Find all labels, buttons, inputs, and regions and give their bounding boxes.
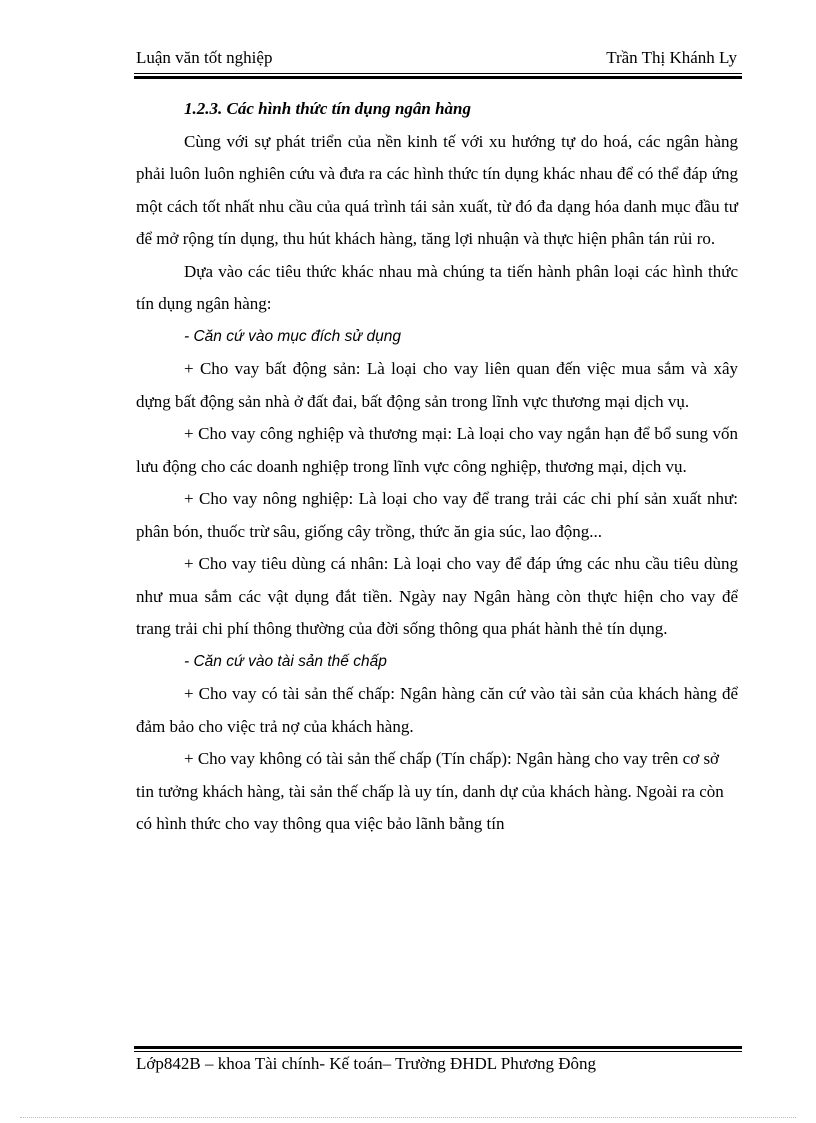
header-rule-thick: [134, 76, 742, 79]
header-thesis-label: Luận văn tốt nghiệp: [136, 48, 273, 67]
page-footer: Lớp842B – khoa Tài chính- Kế toán– Trường ĐHDL Phương Đông: [136, 1054, 596, 1073]
section-heading: 1.2.3. Các hình thức tín dụng ngân hàng: [184, 99, 472, 118]
paragraph-classification: Dựa vào các tiêu thức khác nhau mà chúng ta tiến hành phân loại các hình thức tín dụng ngân hàng:: [136, 261, 738, 313]
paragraph-intro: Cùng với sự phát triển của nền kinh tế với xu hướng tự do hoá, các ngân hàng phải luôn luôn nghiên cứu và đưa ra các hình thức tín dụng khác nhau để có thể đáp ứng một cách tốt nhất nhu cầu của quá trình tái sản xuất, từ đó đa dạng hóa danh mục đầu tư để mở rộng tín dụng, thu hút khách hàng, tăng lợi nhuận và thực hiện phân tán rủi ro.: [136, 131, 738, 248]
subheading-collateral: - Căn cứ vào tài sản thế chấp: [184, 652, 387, 670]
list-item-consumer-loan: + Cho vay tiêu dùng cá nhân: Là loại cho vay để đáp ứng các nhu cầu tiêu dùng như mua sắm các vật dụng đắt tiền. Ngày nay Ngân hàng còn thực hiện cho vay để trang trải chi phí thông thường của đời sống thông qua phát hành thẻ tín dụng.: [136, 554, 738, 638]
footer-rule-thin: [134, 1051, 742, 1052]
list-item-unsecured-loan: + Cho vay không có tài sản thế chấp (Tín chấp): Ngân hàng cho vay trên cơ sở tin tưởng khách hàng, tài sản thế chấp là uy tín, danh dự của khách hàng. Ngoài ra còn có hình thức cho vay thông qua việc bảo lãnh bằng tín: [136, 749, 724, 833]
page-header: [136, 48, 740, 72]
list-item-agricultural-loan: + Cho vay nông nghiệp: Là loại cho vay để trang trải các chi phí sản xuất như: phân bón, thuốc trừ sâu, giống cây trồng, thức ăn gia súc, lao động...: [136, 489, 738, 541]
list-item-secured-loan: + Cho vay có tài sản thế chấp: Ngân hàng căn cứ vào tài sản của khách hàng để đảm bảo cho việc trả nợ của khách hàng.: [136, 684, 738, 736]
footer-rule-thick: [134, 1046, 742, 1049]
subheading-purpose: - Căn cứ vào mục đích sử dụng: [184, 327, 401, 345]
header-author-name: Trần Thị Khánh Ly: [606, 48, 737, 67]
header-rule-thin: [134, 73, 742, 74]
list-item-real-estate-loan: + Cho vay bất động sản: Là loại cho vay liên quan đến việc mua sắm và xây dựng bất động sản nhà ở đất đai, bất động sản trong lĩnh vực thương mại dịch vụ.: [136, 359, 738, 411]
page-bottom-dotted-divider: [20, 1117, 796, 1118]
list-item-industrial-commercial-loan: + Cho vay công nghiệp và thương mại: Là loại cho vay ngắn hạn để bổ sung vốn lưu động cho các doanh nghiệp trong lĩnh vực công nghiệp, thương mại, dịch vụ.: [136, 424, 738, 476]
main-content: [136, 93, 738, 841]
